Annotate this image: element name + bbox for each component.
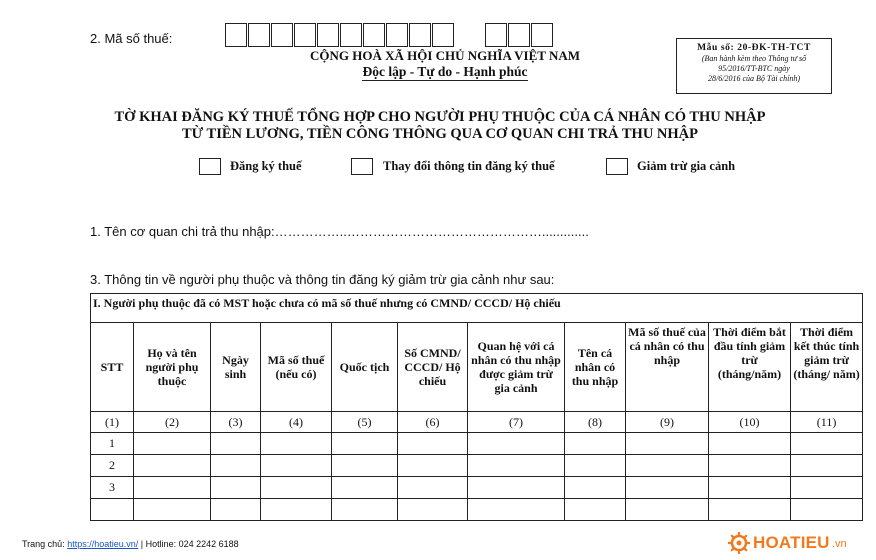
header-nationality: Quốc tịch [332, 323, 398, 412]
table-cell[interactable] [626, 499, 709, 521]
table-cell[interactable] [626, 455, 709, 477]
col-number: (2) [134, 412, 211, 433]
header-relationship: Quan hệ với cá nhân có thu nhập được giảm trừ gia cảnh [468, 323, 565, 412]
table-cell[interactable] [565, 455, 626, 477]
table-cell[interactable] [261, 433, 332, 455]
form-title-line1: TỜ KHAI ĐĂNG KÝ THUẾ TỔNG HỢP CHO NGƯỜI PHỤ THUỘC CỦA CÁ NHÂN CÓ THU NHẬP [114, 109, 766, 125]
table-cell[interactable] [261, 477, 332, 499]
footer-home-label: Trang chủ: [22, 539, 68, 549]
table-cell[interactable] [468, 477, 565, 499]
dependents-info-heading: 3. Thông tin về người phụ thuộc và thông tin đăng ký giảm trừ gia cảnh như sau: [90, 272, 555, 287]
mst-label: 2. Mã số thuế: [90, 31, 173, 46]
table-cell[interactable] [709, 499, 791, 521]
motto-text: Độc lập - Tự do - Hạnh phúc [362, 64, 528, 79]
table-header-row [91, 323, 863, 412]
table-cell[interactable] [468, 455, 565, 477]
form-note-2: 95/2016/TT-BTC ngày [718, 64, 790, 73]
header-dob: Ngày sinh [211, 323, 261, 412]
mst-digit-box[interactable] [386, 23, 408, 47]
checkbox-change-label: Thay đổi thông tin đăng ký thuế [383, 159, 555, 173]
mst-digit-box[interactable] [317, 23, 339, 47]
header-earner-name: Tên cá nhân có thu nhập [565, 323, 626, 412]
table-cell[interactable] [332, 433, 398, 455]
row-stt [91, 499, 134, 521]
mst-digit-box[interactable] [340, 23, 362, 47]
col-number: (6) [398, 412, 468, 433]
checkbox-deduction[interactable] [606, 158, 628, 175]
table-row [91, 477, 863, 499]
col-number: (10) [709, 412, 791, 433]
checkbox-change[interactable] [351, 158, 373, 175]
footer-home-link[interactable]: https://hoatieu.vn/ [67, 539, 139, 549]
table-section-title: I. Người phụ thuộc đã có MST hoặc chưa có mã số thuế nhưng có CMND/ CCCD/ Hộ chiếu [91, 294, 863, 323]
col-number: (3) [211, 412, 261, 433]
footer-hotline: | Hotline: 024 2242 6188 [138, 539, 239, 549]
table-cell[interactable] [134, 477, 211, 499]
table-cell[interactable] [134, 499, 211, 521]
table-cell[interactable] [709, 455, 791, 477]
mst-digit-box[interactable] [294, 23, 316, 47]
table-cell[interactable] [709, 433, 791, 455]
header-id-number: Số CMND/ CCCD/ Hộ chiếu [398, 323, 468, 412]
column-number-row [91, 412, 863, 433]
table-cell[interactable] [211, 433, 261, 455]
country-name: CỘNG HOÀ XÃ HỘI CHỦ NGHĨA VIỆT NAM [309, 48, 581, 63]
table-cell[interactable] [332, 499, 398, 521]
table-cell[interactable] [398, 455, 468, 477]
mst-digit-box[interactable] [432, 23, 454, 47]
table-cell[interactable] [134, 455, 211, 477]
table-cell[interactable] [626, 433, 709, 455]
dependents-table [90, 293, 863, 521]
mst-digit-box[interactable] [409, 23, 431, 47]
table-cell[interactable] [398, 433, 468, 455]
logo-suffix: .vn [832, 538, 847, 550]
header-start-time: Thời điểm bắt đầu tính giảm trừ (tháng/năm) [709, 323, 791, 412]
table-cell[interactable] [261, 455, 332, 477]
form-code: Mẫu số: 20-ĐK-TH-TCT [697, 43, 811, 53]
form-code-box [676, 38, 832, 94]
col-number: (5) [332, 412, 398, 433]
row-stt: 1 [91, 433, 134, 455]
col-number: (1) [91, 412, 134, 433]
header-stt: STT [91, 323, 134, 412]
table-cell[interactable] [468, 433, 565, 455]
form-note-3: 28/6/2016 của Bộ Tài chính) [708, 74, 800, 83]
table-cell[interactable] [709, 477, 791, 499]
hoatieu-logo[interactable] [728, 530, 858, 556]
table-cell[interactable] [211, 499, 261, 521]
table-row [91, 455, 863, 477]
logo-text: HOATIEU [753, 533, 830, 552]
helm-icon [728, 532, 750, 554]
table-cell[interactable] [211, 477, 261, 499]
motto [300, 64, 590, 80]
table-cell[interactable] [791, 433, 863, 455]
header-name: Họ và tên người phụ thuộc [134, 323, 211, 412]
table-cell[interactable] [211, 455, 261, 477]
checkbox-deduction-label: Giảm trừ gia cảnh [637, 159, 736, 173]
col-number: (11) [791, 412, 863, 433]
table-cell[interactable] [134, 433, 211, 455]
header-earner-tax-code: Mã số thuế của cá nhân có thu nhập [626, 323, 709, 412]
mst-digit-box[interactable] [363, 23, 385, 47]
table-cell[interactable] [398, 477, 468, 499]
form-note-1: (Ban hành kèm theo Thông tư số [701, 54, 807, 63]
form-title-line2: TỪ TIỀN LƯƠNG, TIỀN CÔNG THÔNG QUA CƠ QUAN CHI TRẢ THU NHẬP [181, 126, 699, 142]
table-cell[interactable] [791, 477, 863, 499]
mst-digit-box[interactable] [531, 23, 553, 47]
row-stt: 3 [91, 477, 134, 499]
row-stt: 2 [91, 455, 134, 477]
table-row [91, 499, 863, 521]
table-cell[interactable] [565, 477, 626, 499]
mst-digit-box[interactable] [271, 23, 293, 47]
table-row [91, 433, 863, 455]
footer [22, 539, 239, 549]
col-number: (4) [261, 412, 332, 433]
table-cell[interactable] [332, 477, 398, 499]
table-cell[interactable] [398, 499, 468, 521]
mst-digit-box[interactable] [248, 23, 270, 47]
col-number: (8) [565, 412, 626, 433]
table-section-row [91, 294, 863, 323]
col-number: (9) [626, 412, 709, 433]
checkbox-register[interactable] [199, 158, 221, 175]
mst-digit-box[interactable] [485, 23, 507, 47]
mst-digit-box[interactable] [508, 23, 530, 47]
table-cell[interactable] [791, 499, 863, 521]
table-cell[interactable] [565, 433, 626, 455]
header-tax-code: Mã số thuế (nếu có) [261, 323, 332, 412]
mst-digit-box[interactable] [225, 23, 247, 47]
col-number: (7) [468, 412, 565, 433]
table-cell[interactable] [468, 499, 565, 521]
table-cell[interactable] [791, 455, 863, 477]
payer-field[interactable]: 1. Tên cơ quan chi trả thu nhập:……………..………………………………………............. [90, 224, 589, 239]
table-cell[interactable] [261, 499, 332, 521]
header-end-time: Thời điểm kết thúc tính giảm trừ (tháng/ năm) [791, 323, 863, 412]
checkbox-register-label: Đăng ký thuế [230, 159, 302, 173]
table-cell[interactable] [626, 477, 709, 499]
table-cell[interactable] [565, 499, 626, 521]
table-cell[interactable] [332, 455, 398, 477]
